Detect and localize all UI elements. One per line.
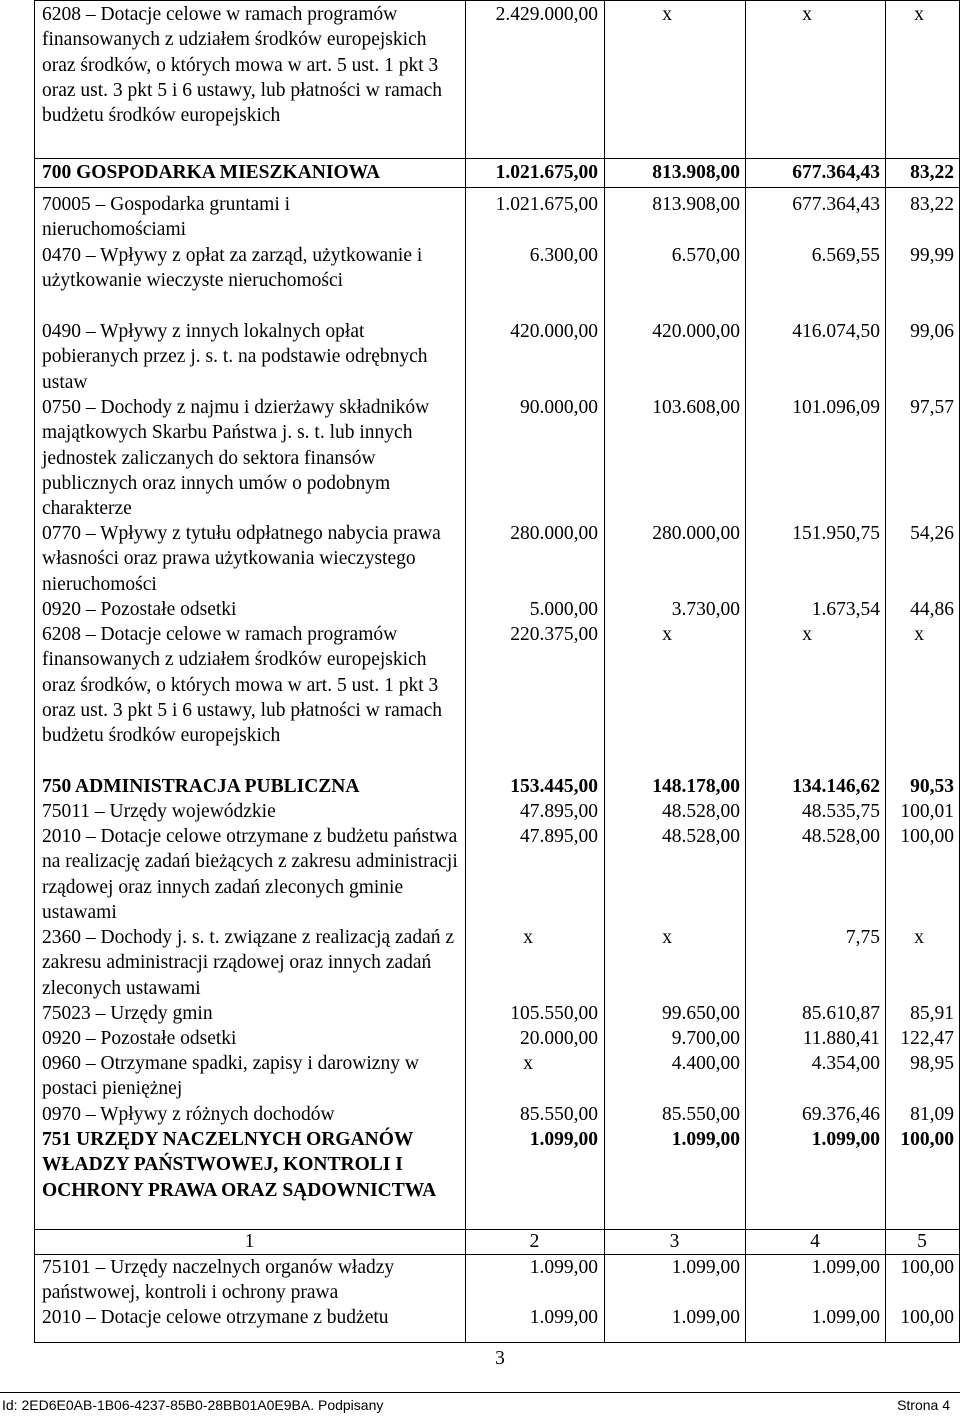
- cell-executed: 7,75: [845, 927, 880, 948]
- cell-plan: 153.445,00: [510, 776, 598, 797]
- cell-after-changes: 3.730,00: [671, 599, 740, 620]
- cell-plan: 47.895,00: [520, 801, 598, 822]
- row-description: 2010 – Dotacje celowe otrzymane z budżetu: [42, 1307, 389, 1328]
- cell-executed: x: [802, 624, 812, 645]
- cell-executed: 4.354,00: [811, 1053, 880, 1074]
- cell-percent: x: [914, 4, 924, 25]
- section-heading: 750 ADMINISTRACJA PUBLICZNA: [42, 776, 360, 797]
- cell-after-changes: 1.099,00: [671, 1307, 740, 1328]
- cell-percent: 85,91: [910, 1003, 954, 1024]
- cell-after-changes: 148.178,00: [652, 776, 740, 797]
- cell-plan: 20.000,00: [520, 1028, 598, 1049]
- cell-executed: 1.099,00: [811, 1129, 880, 1150]
- row-description: 0750 – Dochody z najmu i dzierżawy składników majątkowych Skarbu Państwa j. s. t. lub innych jednostek zaliczanych do sektora finansów publicznych oraz innych umów o podobnym charakterze: [42, 397, 430, 520]
- row-divider: [34, 1342, 960, 1343]
- cell-executed: 48.528,00: [802, 826, 880, 847]
- cell-executed: 1.099,00: [811, 1257, 880, 1278]
- cell-plan: 220.375,00: [510, 624, 598, 645]
- row-description: 75023 – Urzędy gmin: [42, 1003, 213, 1024]
- row-divider: [34, 158, 960, 159]
- cell-after-changes: 420.000,00: [652, 321, 740, 342]
- cell-after-changes: 4.400,00: [671, 1053, 740, 1074]
- table-border-left: [34, 0, 35, 1342]
- row-description: 70005 – Gospodarka gruntami i nieruchomościami: [42, 194, 291, 241]
- cell-percent: 83,22: [910, 194, 954, 215]
- column-number: 3: [669, 1231, 680, 1252]
- cell-percent: 99,06: [910, 321, 954, 342]
- column-divider-1: [465, 0, 466, 1342]
- cell-after-changes: 103.608,00: [652, 397, 740, 418]
- cell-after-changes: 48.528,00: [662, 801, 740, 822]
- cell-percent: 100,00: [900, 1307, 954, 1328]
- row-description: 0470 – Wpływy z opłat za zarząd, użytkowanie i użytkowanie wieczyste nieruchomości: [42, 245, 423, 292]
- cell-percent: 54,26: [910, 523, 954, 544]
- cell-after-changes: 48.528,00: [662, 826, 740, 847]
- cell-executed: 85.610,87: [802, 1003, 880, 1024]
- cell-percent: x: [914, 927, 924, 948]
- cell-after-changes: 813.908,00: [652, 194, 740, 215]
- cell-percent: 81,09: [910, 1104, 954, 1125]
- cell-executed: 48.535,75: [802, 801, 880, 822]
- cell-after-changes: 99.650,00: [662, 1003, 740, 1024]
- cell-after-changes: 1.099,00: [671, 1129, 740, 1150]
- cell-plan: x: [523, 1053, 533, 1074]
- column-number: 5: [917, 1231, 927, 1252]
- cell-plan: 1.099,00: [529, 1129, 598, 1150]
- row-description: 0920 – Pozostałe odsetki: [42, 599, 237, 620]
- cell-percent: 97,57: [910, 397, 954, 418]
- cell-executed: 6.569,55: [811, 245, 880, 266]
- cell-percent: 122,47: [900, 1028, 954, 1049]
- cell-after-changes: 6.570,00: [671, 245, 740, 266]
- cell-executed: 69.376,46: [802, 1104, 880, 1125]
- cell-after-changes: x: [662, 927, 672, 948]
- cell-after-changes: x: [662, 624, 672, 645]
- row-description: 0960 – Otrzymane spadki, zapisy i darowizny w postaci pieniężnej: [42, 1053, 419, 1100]
- cell-executed: x: [802, 4, 812, 25]
- cell-plan: 85.550,00: [520, 1104, 598, 1125]
- row-description: 0490 – Wpływy z innych lokalnych opłat pobieranych przez j. s. t. na podstawie odrębnych ustaw: [42, 321, 428, 393]
- cell-plan: 5.000,00: [529, 599, 598, 620]
- cell-after-changes: 280.000,00: [652, 523, 740, 544]
- cell-percent: 100,01: [900, 801, 954, 822]
- cell-plan: 1.099,00: [529, 1257, 598, 1278]
- cell-after-changes: 1.099,00: [671, 1257, 740, 1278]
- row-description: 2010 – Dotacje celowe otrzymane z budżetu państwa na realizację zadań bieżących z zakresu administracji rządowej oraz innych zadań zleconych gminie ustawami: [42, 826, 458, 923]
- cell-percent: 100,00: [900, 1129, 954, 1150]
- cell-after-changes: 85.550,00: [662, 1104, 740, 1125]
- cell-plan: 2.429.000,00: [495, 4, 598, 25]
- column-number: 2: [529, 1231, 540, 1252]
- column-divider-3: [745, 0, 746, 1342]
- section-heading: 751 URZĘDY NACZELNYCH ORGANÓW WŁADZY PAŃSTWOWEJ, KONTROLI I OCHRONY PRAWA ORAZ SĄDOWNICTWA: [42, 1129, 437, 1201]
- row-description: 75101 – Urzędy naczelnych organów władzy państwowej, kontroli i ochrony prawa: [42, 1257, 395, 1304]
- cell-plan: 47.895,00: [520, 826, 598, 847]
- page-number: 3: [495, 1348, 505, 1369]
- page-label: Strona 4: [897, 1397, 950, 1413]
- cell-plan: 105.550,00: [510, 1003, 598, 1024]
- cell-after-changes: x: [662, 4, 672, 25]
- cell-percent: 83,22: [910, 162, 954, 183]
- row-description: 0770 – Wpływy z tytułu odpłatnego nabycia prawa własności oraz prawa użytkowania wieczystego nieruchomości: [42, 523, 441, 595]
- cell-executed: 101.096,09: [792, 397, 880, 418]
- cell-plan: 1.021.675,00: [495, 162, 598, 183]
- cell-executed: 11.880,41: [802, 1028, 880, 1049]
- cell-plan: 420.000,00: [510, 321, 598, 342]
- column-divider-4: [885, 0, 886, 1342]
- section-heading: 700 GOSPODARKA MIESZKANIOWA: [42, 162, 381, 183]
- document-id: Id: 2ED6E0AB-1B06-4237-85B0-28BB01A0E9BA. Podpisany: [2, 1397, 384, 1413]
- cell-after-changes: 813.908,00: [652, 162, 740, 183]
- column-divider-2: [604, 0, 605, 1342]
- cell-percent: 100,00: [900, 1257, 954, 1278]
- cell-percent: 98,95: [910, 1053, 954, 1074]
- cell-executed: 677.364,43: [792, 162, 880, 183]
- cell-executed: 134.146,62: [792, 776, 880, 797]
- cell-plan: 90.000,00: [520, 397, 598, 418]
- row-description: 6208 – Dotacje celowe w ramach programów finansowanych z udziałem środków europejskich oraz środków, o których mowa w art. 5 ust. 1 pkt 3 oraz ust. 3 pkt 5 i 6 ustawy, lub płatności w ramach budżetu środków europejskich: [42, 4, 443, 127]
- row-description: 75011 – Urzędy wojewódzkie: [42, 801, 276, 822]
- cell-percent: 90,53: [910, 776, 954, 797]
- column-number: 1: [244, 1231, 255, 1252]
- cell-plan: 1.099,00: [529, 1307, 598, 1328]
- row-description: 2360 – Dochody j. s. t. związane z realizacją zadań z zakresu administracji rządowej oraz innych zadań zleconych ustawami: [42, 927, 455, 999]
- row-divider: [34, 0, 960, 1]
- column-number: 4: [810, 1231, 820, 1252]
- cell-executed: 151.950,75: [792, 523, 880, 544]
- cell-executed: 677.364,43: [792, 194, 880, 215]
- cell-executed: 1.099,00: [811, 1307, 880, 1328]
- cell-executed: 1.673,54: [811, 599, 880, 620]
- cell-after-changes: 9.700,00: [671, 1028, 740, 1049]
- cell-percent: x: [914, 624, 924, 645]
- cell-percent: 44,86: [910, 599, 954, 620]
- cell-plan: 6.300,00: [529, 245, 598, 266]
- cell-plan: x: [523, 927, 533, 948]
- cell-plan: 280.000,00: [510, 523, 598, 544]
- row-divider: [34, 187, 960, 188]
- row-description: 0970 – Wpływy z różnych dochodów: [42, 1104, 335, 1125]
- row-description: 0920 – Pozostałe odsetki: [42, 1028, 237, 1049]
- cell-percent: 100,00: [900, 826, 954, 847]
- cell-executed: 416.074,50: [792, 321, 880, 342]
- row-description: 6208 – Dotacje celowe w ramach programów finansowanych z udziałem środków europejskich oraz środków, o których mowa w art. 5 ust. 1 pkt 3 oraz ust. 3 pkt 5 i 6 ustawy, lub płatności w ramach budżetu środków europejskich: [42, 624, 443, 747]
- footer: [0, 1392, 960, 1417]
- cell-plan: 1.021.675,00: [495, 194, 598, 215]
- cell-percent: 99,99: [910, 245, 954, 266]
